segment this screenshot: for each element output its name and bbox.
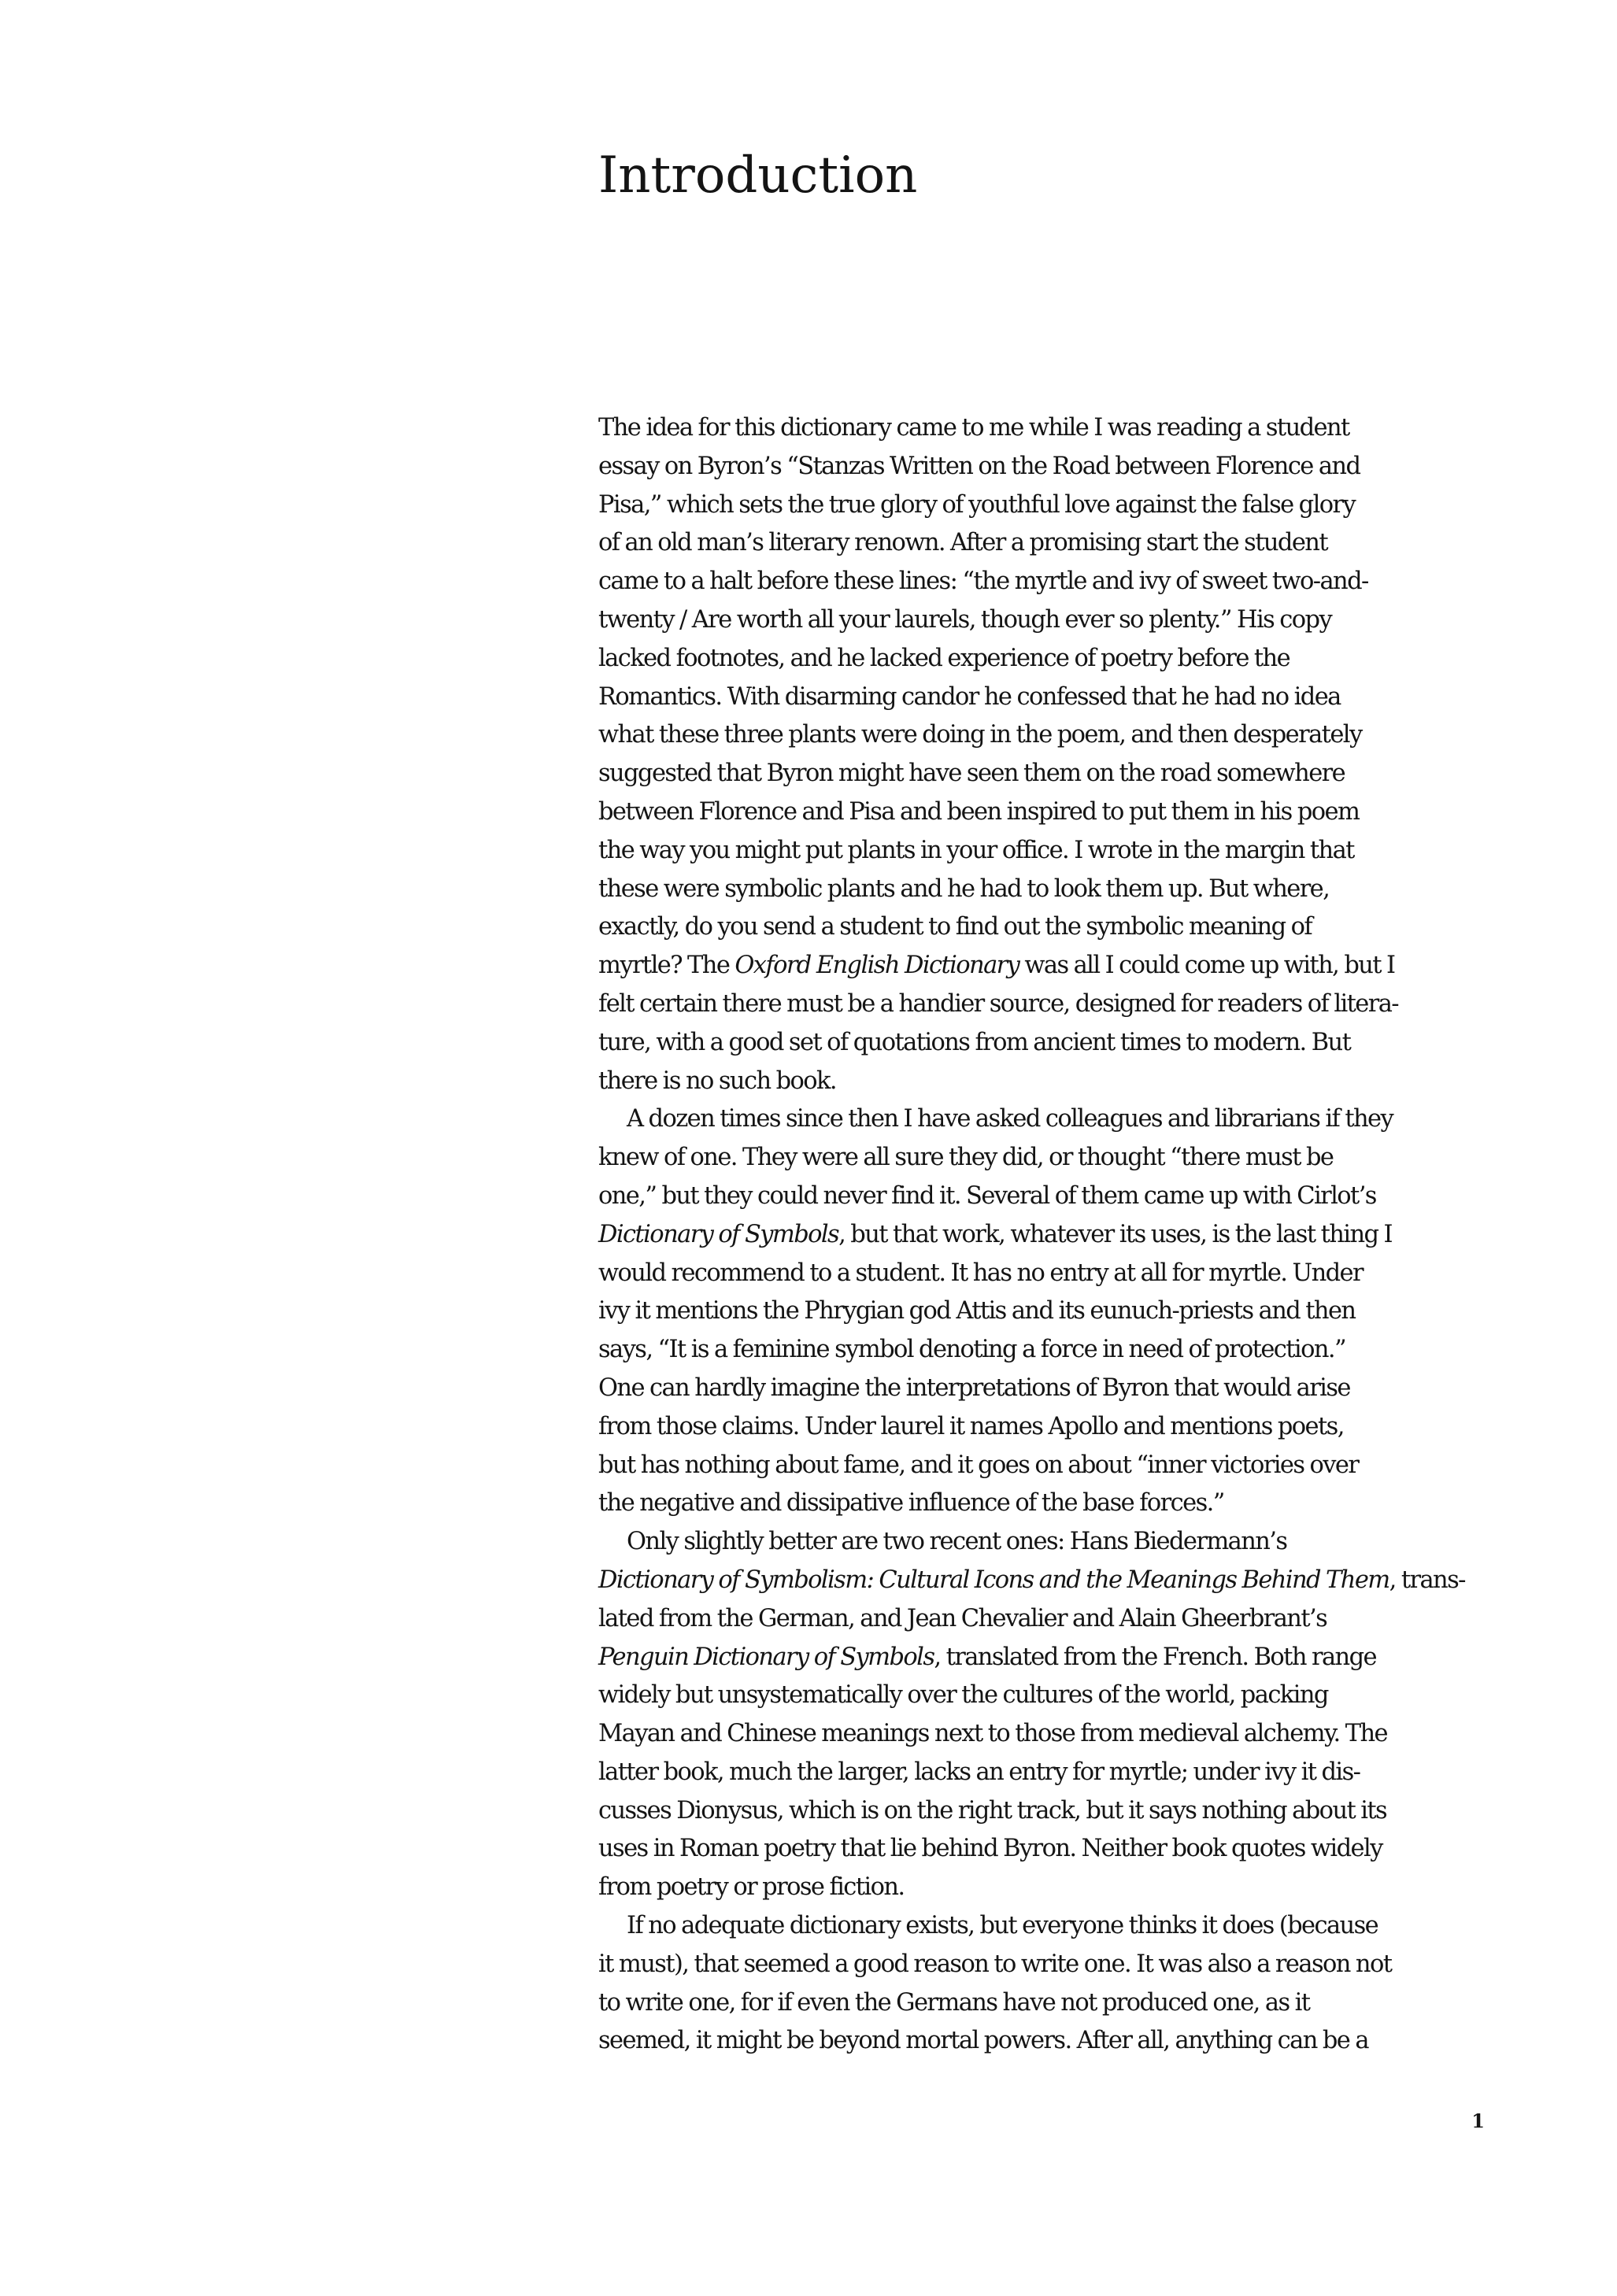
text-line: [598, 1830, 1485, 1869]
text-line: [598, 1677, 1485, 1715]
text-segment: felt certain there must be a handier source, designed for readers of litera-: [598, 989, 1399, 1018]
text-segment: from those claims. Under laurel it names Apollo and mentions poets,: [598, 1412, 1344, 1440]
text-line: [598, 409, 1485, 448]
text-line: [598, 755, 1485, 793]
paragraph-first-line: [598, 1907, 1485, 1946]
text-line: [598, 1255, 1485, 1293]
text-line: [598, 1178, 1485, 1216]
text-line: [598, 640, 1485, 678]
text-segment: , trans-: [1389, 1566, 1465, 1594]
text-segment: to write one, for if even the Germans have not produced one, as it: [598, 1988, 1310, 2017]
text-segment: but has nothing about fame, and it goes on about “inner victories over: [598, 1451, 1359, 1479]
text-segment: came to a halt before these lines: “the myrtle and ivy of sweet two-and-: [598, 568, 1368, 596]
text-segment: A dozen times since then I have asked colleagues and librarians if they: [627, 1105, 1393, 1133]
text-line: [598, 871, 1485, 909]
text-line: [598, 1869, 1485, 1907]
text-line: [598, 1946, 1485, 1984]
book-title: Dictionary of Symbolism: Cultural Icons and the Meanings Behind Them: [598, 1566, 1389, 1594]
text-line: [598, 1447, 1485, 1485]
text-line: [598, 486, 1485, 525]
text-segment: uses in Roman poetry that lie behind Byron. Neither book quotes widely: [598, 1835, 1382, 1863]
text-line: [598, 524, 1485, 563]
text-segment: cusses Dionysus, which is on the right track, but it says nothing about its: [598, 1796, 1387, 1825]
text-line: [598, 716, 1485, 755]
text-segment: latter book, much the larger, lacks an entry for myrtle; under ivy it dis-: [598, 1758, 1360, 1786]
text-line: [598, 1484, 1485, 1523]
text-line: [598, 601, 1485, 640]
text-line: [598, 793, 1485, 832]
text-line: [598, 1216, 1485, 1255]
text-line: [598, 947, 1485, 985]
text-segment: there is no such book.: [598, 1067, 837, 1095]
text-segment: lated from the German, and Jean Chevalier and Alain Gheerbrant’s: [598, 1604, 1327, 1632]
text-segment: exactly, do you send a student to find out the symbolic meaning of: [598, 913, 1312, 941]
text-line: [598, 2022, 1485, 2061]
text-line: [598, 985, 1485, 1024]
text-line: [598, 1292, 1485, 1331]
text-line: [598, 1139, 1485, 1178]
text-line: [598, 1024, 1485, 1063]
text-line: [598, 448, 1485, 486]
text-segment: Romantics. With disarming candor he confessed that he had no idea: [598, 682, 1341, 711]
text-segment: twenty / Are worth all your laurels, though ever so plenty.” His copy: [598, 605, 1332, 634]
text-segment: If no adequate dictionary exists, but everyone thinks it does (because: [627, 1912, 1378, 1940]
chapter-title: Introduction: [598, 146, 918, 205]
text-line: [598, 1792, 1485, 1831]
text-segment: the way you might put plants in your office. I wrote in the margin that: [598, 836, 1354, 864]
text-segment: lacked footnotes, and he lacked experience of poetry before the: [598, 644, 1290, 672]
text-segment: ture, with a good set of quotations from ancient times to modern. But: [598, 1028, 1351, 1056]
text-segment: , translated from the French. Both range: [934, 1643, 1376, 1671]
body-text: [598, 409, 1485, 2061]
text-segment: between Florence and Pisa and been inspired to put them in his poem: [598, 797, 1360, 826]
text-line: [598, 908, 1485, 947]
text-line: [598, 678, 1485, 717]
text-segment: would recommend to a student. It has no entry at all for myrtle. Under: [598, 1259, 1363, 1287]
text-line: [598, 1408, 1485, 1447]
text-line: [598, 1715, 1485, 1754]
paragraph-first-line: [598, 1100, 1485, 1139]
text-segment: , but that work, whatever its uses, is the last thing I: [838, 1220, 1392, 1248]
text-segment: of an old man’s literary renown. After a promising start the student: [598, 529, 1328, 557]
text-line: [598, 1984, 1485, 2023]
text-segment: knew of one. They were all sure they did, or thought “there must be: [598, 1144, 1334, 1172]
text-segment: from poetry or prose fiction.: [598, 1873, 905, 1902]
text-line: [598, 1600, 1485, 1639]
text-segment: One can hardly imagine the interpretations of Byron that would arise: [598, 1374, 1350, 1402]
text-segment: what these three plants were doing in the poem, and then desperately: [598, 721, 1362, 749]
text-segment: one,” but they could never find it. Several of them came up with Cirlot’s: [598, 1181, 1376, 1210]
text-segment: ivy it mentions the Phrygian god Attis and its eunuch-priests and then: [598, 1297, 1356, 1325]
page-number: 1: [1471, 2109, 1485, 2132]
text-line: [598, 832, 1485, 871]
text-segment: these were symbolic plants and he had to look them up. But where,: [598, 874, 1330, 903]
text-line: [598, 1331, 1485, 1370]
text-segment: widely but unsystematically over the cultures of the world, packing: [598, 1681, 1328, 1710]
text-line: [598, 1370, 1485, 1408]
text-segment: Pisa,” which sets the true glory of youthful love against the false glory: [598, 490, 1356, 519]
text-segment: was all I could come up with, but I: [1019, 952, 1395, 980]
text-line: [598, 563, 1485, 601]
text-line: [598, 1639, 1485, 1677]
text-segment: essay on Byron’s “Stanzas Written on the Road between Florence and: [598, 452, 1360, 480]
book-title: Oxford English Dictionary: [734, 952, 1019, 980]
text-line: [598, 1063, 1485, 1101]
book-title: Penguin Dictionary of Symbols: [598, 1643, 934, 1671]
text-segment: myrtle? The: [598, 952, 735, 980]
paragraph-first-line: [598, 1523, 1485, 1562]
text-segment: Only slightly better are two recent ones: Hans Biedermann’s: [627, 1528, 1287, 1556]
text-segment: says, “It is a feminine symbol denoting a force in need of protection.”: [598, 1336, 1345, 1364]
text-segment: suggested that Byron might have seen them on the road somewhere: [598, 760, 1345, 788]
book-title: Dictionary of Symbols: [598, 1220, 839, 1248]
text-segment: seemed, it might be beyond mortal powers. After all, anything can be a: [598, 2027, 1368, 2055]
text-segment: Mayan and Chinese meanings next to those from medieval alchemy. The: [598, 1720, 1387, 1748]
text-line: [598, 1562, 1485, 1600]
text-segment: it must), that seemed a good reason to write one. It was also a reason not: [598, 1950, 1392, 1978]
text-segment: The idea for this dictionary came to me while I was reading a student: [598, 414, 1349, 442]
text-line: [598, 1754, 1485, 1792]
text-segment: the negative and dissipative influence of the base forces.”: [598, 1489, 1224, 1518]
